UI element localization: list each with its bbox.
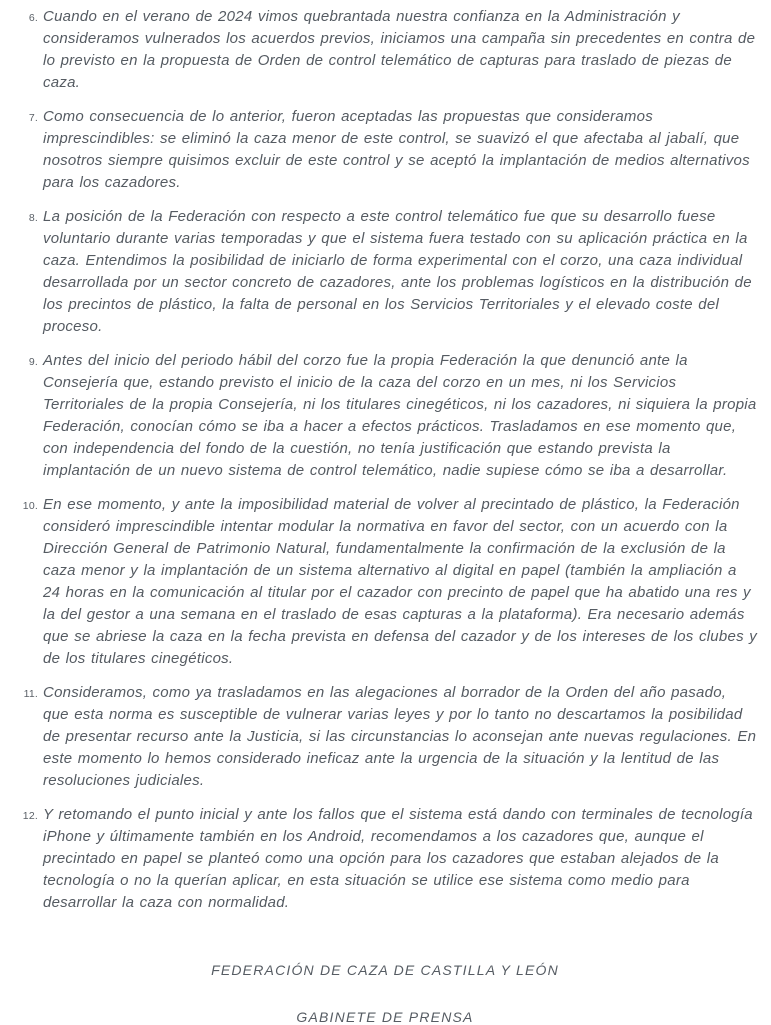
list-item [13,6,757,94]
item-number: 10. [22,500,38,512]
item-text: La posición de la Federación con respecto a este control telemático fue que su desarrollo fuese voluntario durante varias temporadas y que el sistema fuera testado con su aplicación práctica en la caza. Entendimos la posibilidad de iniciarlo de forma experimental con el corzo, una caza individual desarrollada por un sector concreto de cazadores, ante los problemas logísticos en la distribución de los precintos de plástico, la falta de personal en los Servicios Territoriales y el elevado coste del proceso. [43,208,752,335]
list-item [13,350,757,482]
list-item [13,804,757,914]
document-footer [13,962,757,1025]
item-text: Consideramos, como ya trasladamos en las alegaciones al borrador de la Orden del año pasado, que esta norma es susceptible de vulnerar varias leyes y por lo tanto no descartamos la posibilidad de presentar recurso ante la Justicia, si las circunstancias lo aconsejan ante nuevas regulaciones. En este momento lo hemos considerado ineficaz ante la urgencia de la situación y la lentitud de las resoluciones judiciales. [43,684,757,789]
footer-organization: FEDERACIÓN DE CAZA DE CASTILLA Y LEÓN [211,962,559,978]
list-item [13,206,757,338]
list-item [13,682,757,792]
list-item [13,494,757,670]
footer-department: GABINETE DE PRENSA [296,1009,474,1025]
item-number: 11. [23,688,38,700]
item-number: 9. [28,356,38,368]
item-text: Y retomando el punto inicial y ante los fallos que el sistema está dando con terminales de tecnología iPhone y últimamente también en los Android, recomendamos a los cazadores que, aunque el precintado en papel se planteó como una opción para los cazadores que estaban alejados de la tecnología o no la querían aplicar, en esta situación se utilice ese sistema como medio para desarrollar la caza con normalidad. [43,806,753,911]
item-number: 6. [28,12,38,24]
item-number: 12. [22,810,38,822]
item-number: 7. [28,112,38,124]
item-text: En ese momento, y ante la imposibilidad material de volver al precintado de plástico, la Federación consideró imprescindible intentar modular la normativa en favor del sector, con un acuerdo con la Dirección General de Patrimonio Natural, fundamentalmente la confirmación de la exclusión de la caza menor y la implantación de un sistema alternativo al digital en papel (también la ampliación a 24 horas en la comunicación al titular por el cazador con precinto de papel que ha abatido una res y la del gestor a una semana en el traslado de esas capturas a la plataforma). Era necesario además que se abriese la caza en la fecha prevista en defensa del cazador y de los intereses de los clubes y de los titulares cinegéticos. [43,496,757,667]
item-text: Antes del inicio del periodo hábil del corzo fue la propia Federación la que denunció ante la Consejería que, estando previsto el inicio de la caza del corzo en un mes, ni los Servicios Territoriales de la propia Consejería, ni los titulares cinegéticos, ni los cazadores, ni siquiera la propia Federación, conocían cómo se iba a hacer a efectos prácticos. Trasladamos en ese momento que, con independencia del fondo de la cuestión, no tenía justificación que estando prevista la implantación de un nuevo sistema de control telemático, nadie supiese cómo se iba a desarrollar. [43,352,757,479]
item-number: 8. [28,212,38,224]
item-text: Como consecuencia de lo anterior, fueron aceptadas las propuestas que consideramos imprescindibles: se eliminó la caza menor de este control, se suavizó el que afectaba al jabalí, que nosotros siempre quisimos excluir de este control y se aceptó la implantación de medios alternativos para los cazadores. [43,108,750,191]
item-text: Cuando en el verano de 2024 vimos quebrantada nuestra confianza en la Administración y consideramos vulnerados los acuerdos previos, iniciamos una campaña sin precedentes en contra de lo previsto en la propuesta de Orden de control telemático de capturas para traslado de piezas de caza. [43,8,756,91]
list-item [13,106,757,194]
